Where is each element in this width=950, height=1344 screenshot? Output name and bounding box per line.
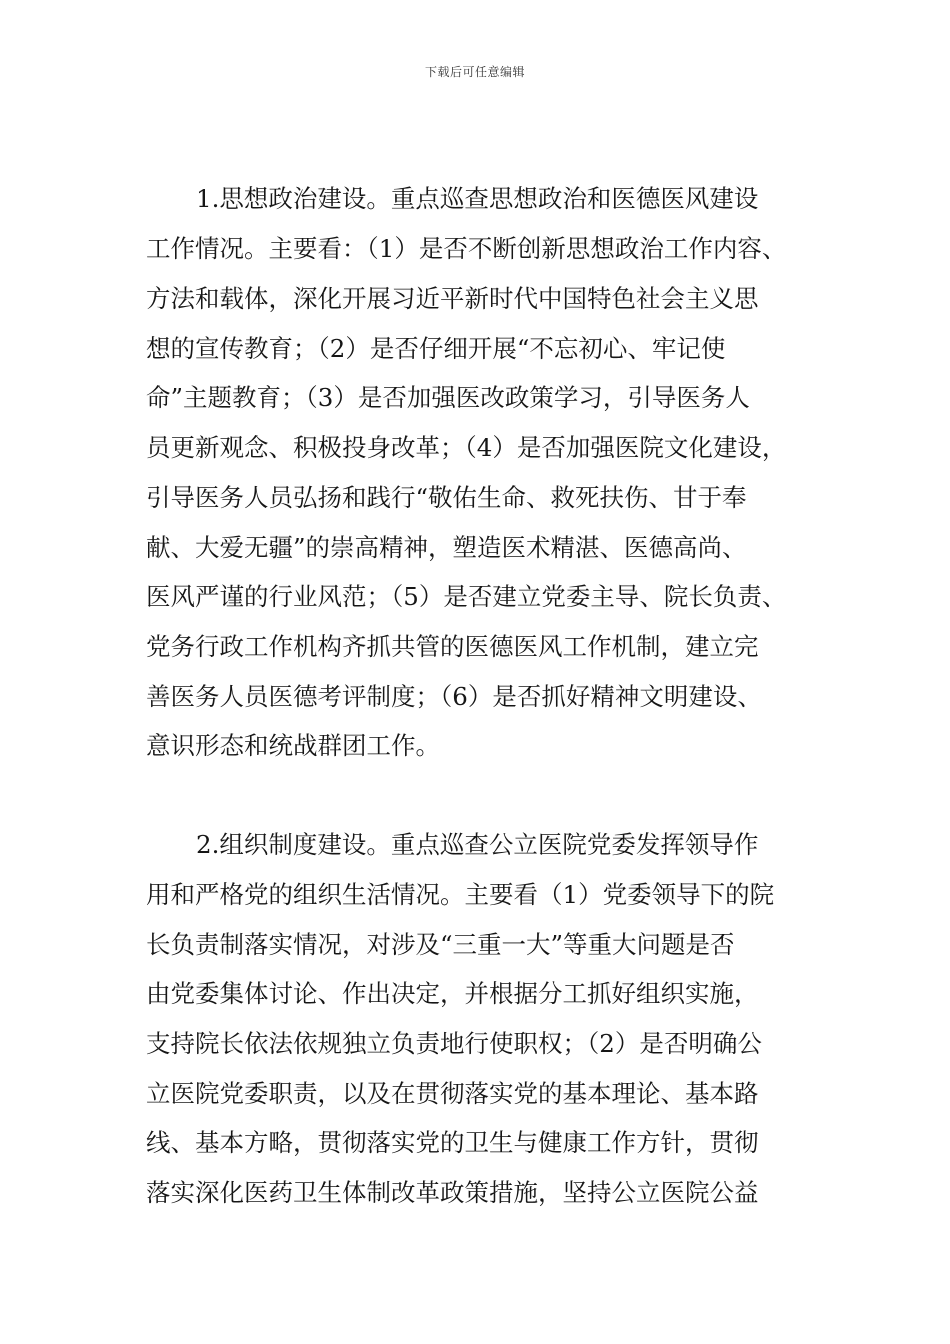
paragraph-1-line-3: 方法和载体，深化开展习近平新时代中国特色社会主义思 xyxy=(146,284,759,313)
paragraph-1-line-5: 命”主题教育；（3）是否加强医改政策学习，引导医务人 xyxy=(146,383,750,412)
paragraph-2-line-2: 用和严格党的组织生活情况。主要看（1）党委领导下的院 xyxy=(146,880,775,909)
paragraph-1-line-8: 献、大爱无疆”的崇高精神，塑造医术精湛、医德高尚、 xyxy=(146,533,747,562)
paragraph-2-line-3: 长负责制落实情况，对涉及“三重一大”等重大问题是否 xyxy=(146,930,735,959)
paragraph-1-line-12: 意识形态和统战群团工作。 xyxy=(146,731,440,760)
paragraph-2-line-6: 立医院党委职责，以及在贯彻落实党的基本理论、基本路 xyxy=(146,1079,759,1108)
paragraph-2-line-7: 线、基本方略，贯彻落实党的卫生与健康工作方针，贯彻 xyxy=(146,1128,759,1157)
paragraph-1-line-4: 想的宣传教育；（2）是否仔细开展“不忘初心、牢记使 xyxy=(146,334,726,363)
paragraph-1-line-11: 善医务人员医德考评制度；（6）是否抓好精神文明建设、 xyxy=(146,682,762,711)
paragraph-1-line-7: 引导医务人员弘扬和践行“敬佑生命、救死扶伤、甘于奉 xyxy=(146,483,747,512)
paragraph-2-line-5: 支持院长依法依规独立负责地行使职权；（2）是否明确公 xyxy=(146,1029,762,1058)
paragraph-2-line-4: 由党委集体讨论、作出决定，并根据分工抓好组织实施， xyxy=(146,979,759,1008)
page-header-note: 下载后可任意编辑 xyxy=(424,65,525,79)
paragraph-1-line-2: 工作情况。主要看：（1）是否不断创新思想政治工作内容、 xyxy=(146,234,787,263)
paragraph-2-line-8: 落实深化医药卫生体制改革政策措施，坚持公立医院公益 xyxy=(146,1178,759,1207)
paragraph-1-line-6: 员更新观念、积极投身改革；（4）是否加强医院文化建设， xyxy=(146,433,787,462)
paragraph-1-line-10: 党务行政工作机构齐抓共管的医德医风工作机制，建立完 xyxy=(146,632,759,661)
paragraph-1-line-9: 医风严谨的行业风范；（5）是否建立党委主导、院长负责、 xyxy=(146,582,787,611)
paragraph-2-line-1: 2.组织制度建设。重点巡查公立医院党委发挥领导作 xyxy=(196,830,759,859)
paragraph-1-line-1: 1.思想政治建设。重点巡查思想政治和医德医风建设 xyxy=(196,184,759,213)
